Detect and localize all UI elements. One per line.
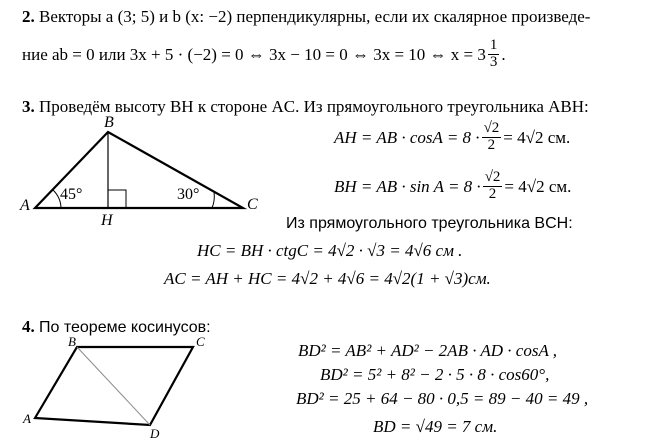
problem-2-text-line-1: Векторы a (3; 5) и b (x: −2) перпендикулярны, если их скалярное произведе- xyxy=(39,7,591,26)
bh-formula-left: BH = AB · sin A = 8 · xyxy=(334,176,481,196)
bd-equation-2 xyxy=(320,366,549,383)
ac-formula xyxy=(164,270,491,287)
problem-2-equation: ние ab = 0 или 3x + 5 · (−2) = 0 ⇔ 3x − 10 = 0 ⇔ 3x = 10 ⇔ x = 3 xyxy=(22,44,486,64)
bd-equation-3-text: BD² = 25 + 64 − 80 · 0,5 = 89 − 40 = 49 , xyxy=(296,389,589,408)
ah-formula xyxy=(334,121,570,154)
problem-3-intro: Проведём высоту BH к стороне AC. Из прямоугольного треугольника ABH: xyxy=(39,97,589,116)
triangle-label-a: A xyxy=(20,197,30,214)
bd-equation-4 xyxy=(373,418,497,435)
ah-formula-right: = 4√2 см. xyxy=(503,127,571,147)
bd-equation-3 xyxy=(296,390,588,407)
triangle-angle-a: 45° xyxy=(60,186,83,203)
problem-4-intro-line xyxy=(22,318,211,336)
problem-4-number: 4. xyxy=(22,317,35,336)
parallelogram-label-c: C xyxy=(196,334,205,349)
problem-4-intro: По теореме косинусов: xyxy=(39,319,211,336)
problem-2-fraction-numerator: 1 xyxy=(489,37,498,53)
problem-2-fraction-denominator: 3 xyxy=(489,53,498,70)
bd-equation-1-text: BD² = AB² + AD² − 2AB · AD · cosA , xyxy=(298,341,558,360)
triangle-label-c: C xyxy=(247,196,258,213)
bh-fraction xyxy=(483,170,503,203)
bd-equation-1 xyxy=(298,342,557,359)
bh-formula-right: = 4√2 см. xyxy=(504,176,572,196)
triangle-label-b: B xyxy=(104,114,114,131)
problem-2-number: 2. xyxy=(22,7,35,26)
parallelogram-label-b: B xyxy=(68,334,76,349)
diagonal-bd xyxy=(77,347,150,425)
ac-formula-text: AC = AH + HC = 4√2 + 4√6 = 4√2(1 + √3)см. xyxy=(164,269,491,288)
bh-formula xyxy=(334,170,571,203)
bh-fraction-denominator: 2 xyxy=(488,185,497,202)
angle-c-arc xyxy=(212,192,214,208)
ah-formula-left: AH = AB · cosA = 8 · xyxy=(334,127,480,147)
parallelogram-figure xyxy=(35,347,193,425)
bh-fraction-numerator: √2 xyxy=(484,169,501,185)
problem-3-number: 3. xyxy=(22,97,35,116)
ah-fraction xyxy=(482,121,502,154)
ah-fraction-numerator: √2 xyxy=(483,120,500,136)
bd-equation-2-text: BD² = 5² + 8² − 2 · 5 · 8 · cos60°, xyxy=(320,365,550,384)
triangle-label-h: H xyxy=(101,212,113,229)
parallelogram-label-d: D xyxy=(150,426,160,441)
hc-formula-text: HC = BH · ctgC = 4√2 · √3 = 4√6 см . xyxy=(197,241,463,260)
parallelogram-label-a: A xyxy=(23,411,31,426)
ah-fraction-denominator: 2 xyxy=(487,136,496,153)
triangle-angle-c: 30° xyxy=(177,186,200,203)
right-angle-mark xyxy=(108,190,126,208)
bd-equation-4-text: BD = √49 = 7 см. xyxy=(373,417,498,436)
bch-intro: Из прямоугольного треугольника BCH: xyxy=(286,215,573,232)
problem-2-suffix: . xyxy=(501,44,506,64)
hc-formula xyxy=(197,242,462,259)
